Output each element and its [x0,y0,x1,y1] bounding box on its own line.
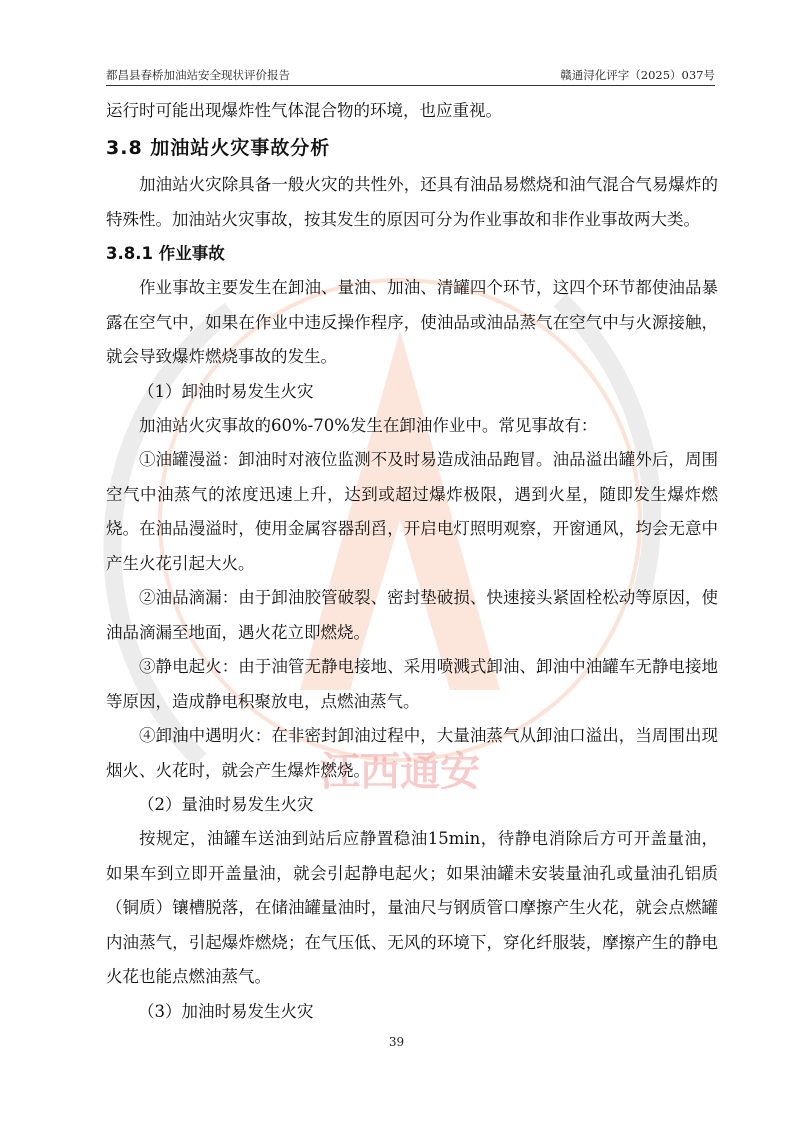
item-1-static: ③静电起火：由于油管无静电接地、采用喷溅式卸油、卸油中油罐车无静电接地等原因，造成静电积聚放电，点燃油蒸气。 [106,657,718,711]
item-1-overflow: ①油罐漫溢：卸油时对液位监测不及时易造成油品跑冒。油品溢出罐外后，周围空气中油蒸气的浓度迅速上升，达到或超过爆炸极限，遇到火星，随即发生爆炸燃烧。在油品漫溢时，使用金属容器刮舀，开启电灯照明观察，开窗通风，均会无意中产生火花引起大火。 [106,450,718,573]
section-title: 3.8 加油站火灾事故分析 [106,137,331,159]
page-header [106,66,715,84]
operation-accident-intro: 作业事故主要发生在卸油、量油、加油、清罐四个环节，这四个环节都使油品暴露在空气中，如果在作业中违反操作程序，使油品或油品蒸气在空气中与火源接触，就会导致爆炸燃烧事故的发生。 [106,278,718,366]
continued-line: 运行时可能出现爆炸性气体混合物的环境，也应重视。 [106,101,502,120]
watermark-brand-text: 江西通安 [320,749,480,795]
page-body [106,94,718,1029]
item-2-title: （2）量油时易发生火灾 [138,795,314,814]
subsection-title: 3.8.1 作业事故 [106,244,225,263]
item-1-drip-leak: ②油品滴漏：由于卸油胶管破裂、密封垫破损、快速接头紧固栓松动等原因，使油品滴漏至地面，遇火花立即燃烧。 [106,588,718,642]
item-2-text: 按规定，油罐车送油到站后应静置稳油15min，待静电消除后方可开盖量油，如果车到立即开盖量油，就会引起静电起火；如果油罐未安装量油孔或量油孔铝质（铜质）镶槽脱落，在储油罐量油时，量油尺与钢质管口摩擦产生火花，就会点燃罐内油蒸气，引起爆炸燃烧；在气压低、无风的环境下，穿化纤服装，摩擦产生的静电火花也能点燃油蒸气。 [106,829,718,986]
item-3-title: （3）加油时易发生火灾 [138,1001,314,1021]
item-1-open-flame: ④卸油中遇明火：在非密封卸油过程中，大量油蒸气从卸油口溢出，当周围出现烟火、火花时，就会产生爆炸燃烧。 [106,726,718,780]
header-report-number: 赣通浔化评字（2025）037号 [560,68,715,82]
item-1-intro: 加油站火灾事故的60%-70%发生在卸油作业中。常见事故有： [139,415,598,435]
page-number: 39 [388,1035,405,1049]
header-report-title: 都昌县春桥加油站安全现状评价报告 [106,68,290,82]
header-rule [106,85,715,86]
section-intro: 加油站火灾除具备一般火灾的共性外，还具有油品易燃烧和油气混合气易爆炸的特殊性。加油站火灾事故，按其发生的原因可分为作业事故和非作业事故两大类。 [106,175,718,229]
item-1-title: （1）卸油时易发生火灾 [138,381,314,401]
